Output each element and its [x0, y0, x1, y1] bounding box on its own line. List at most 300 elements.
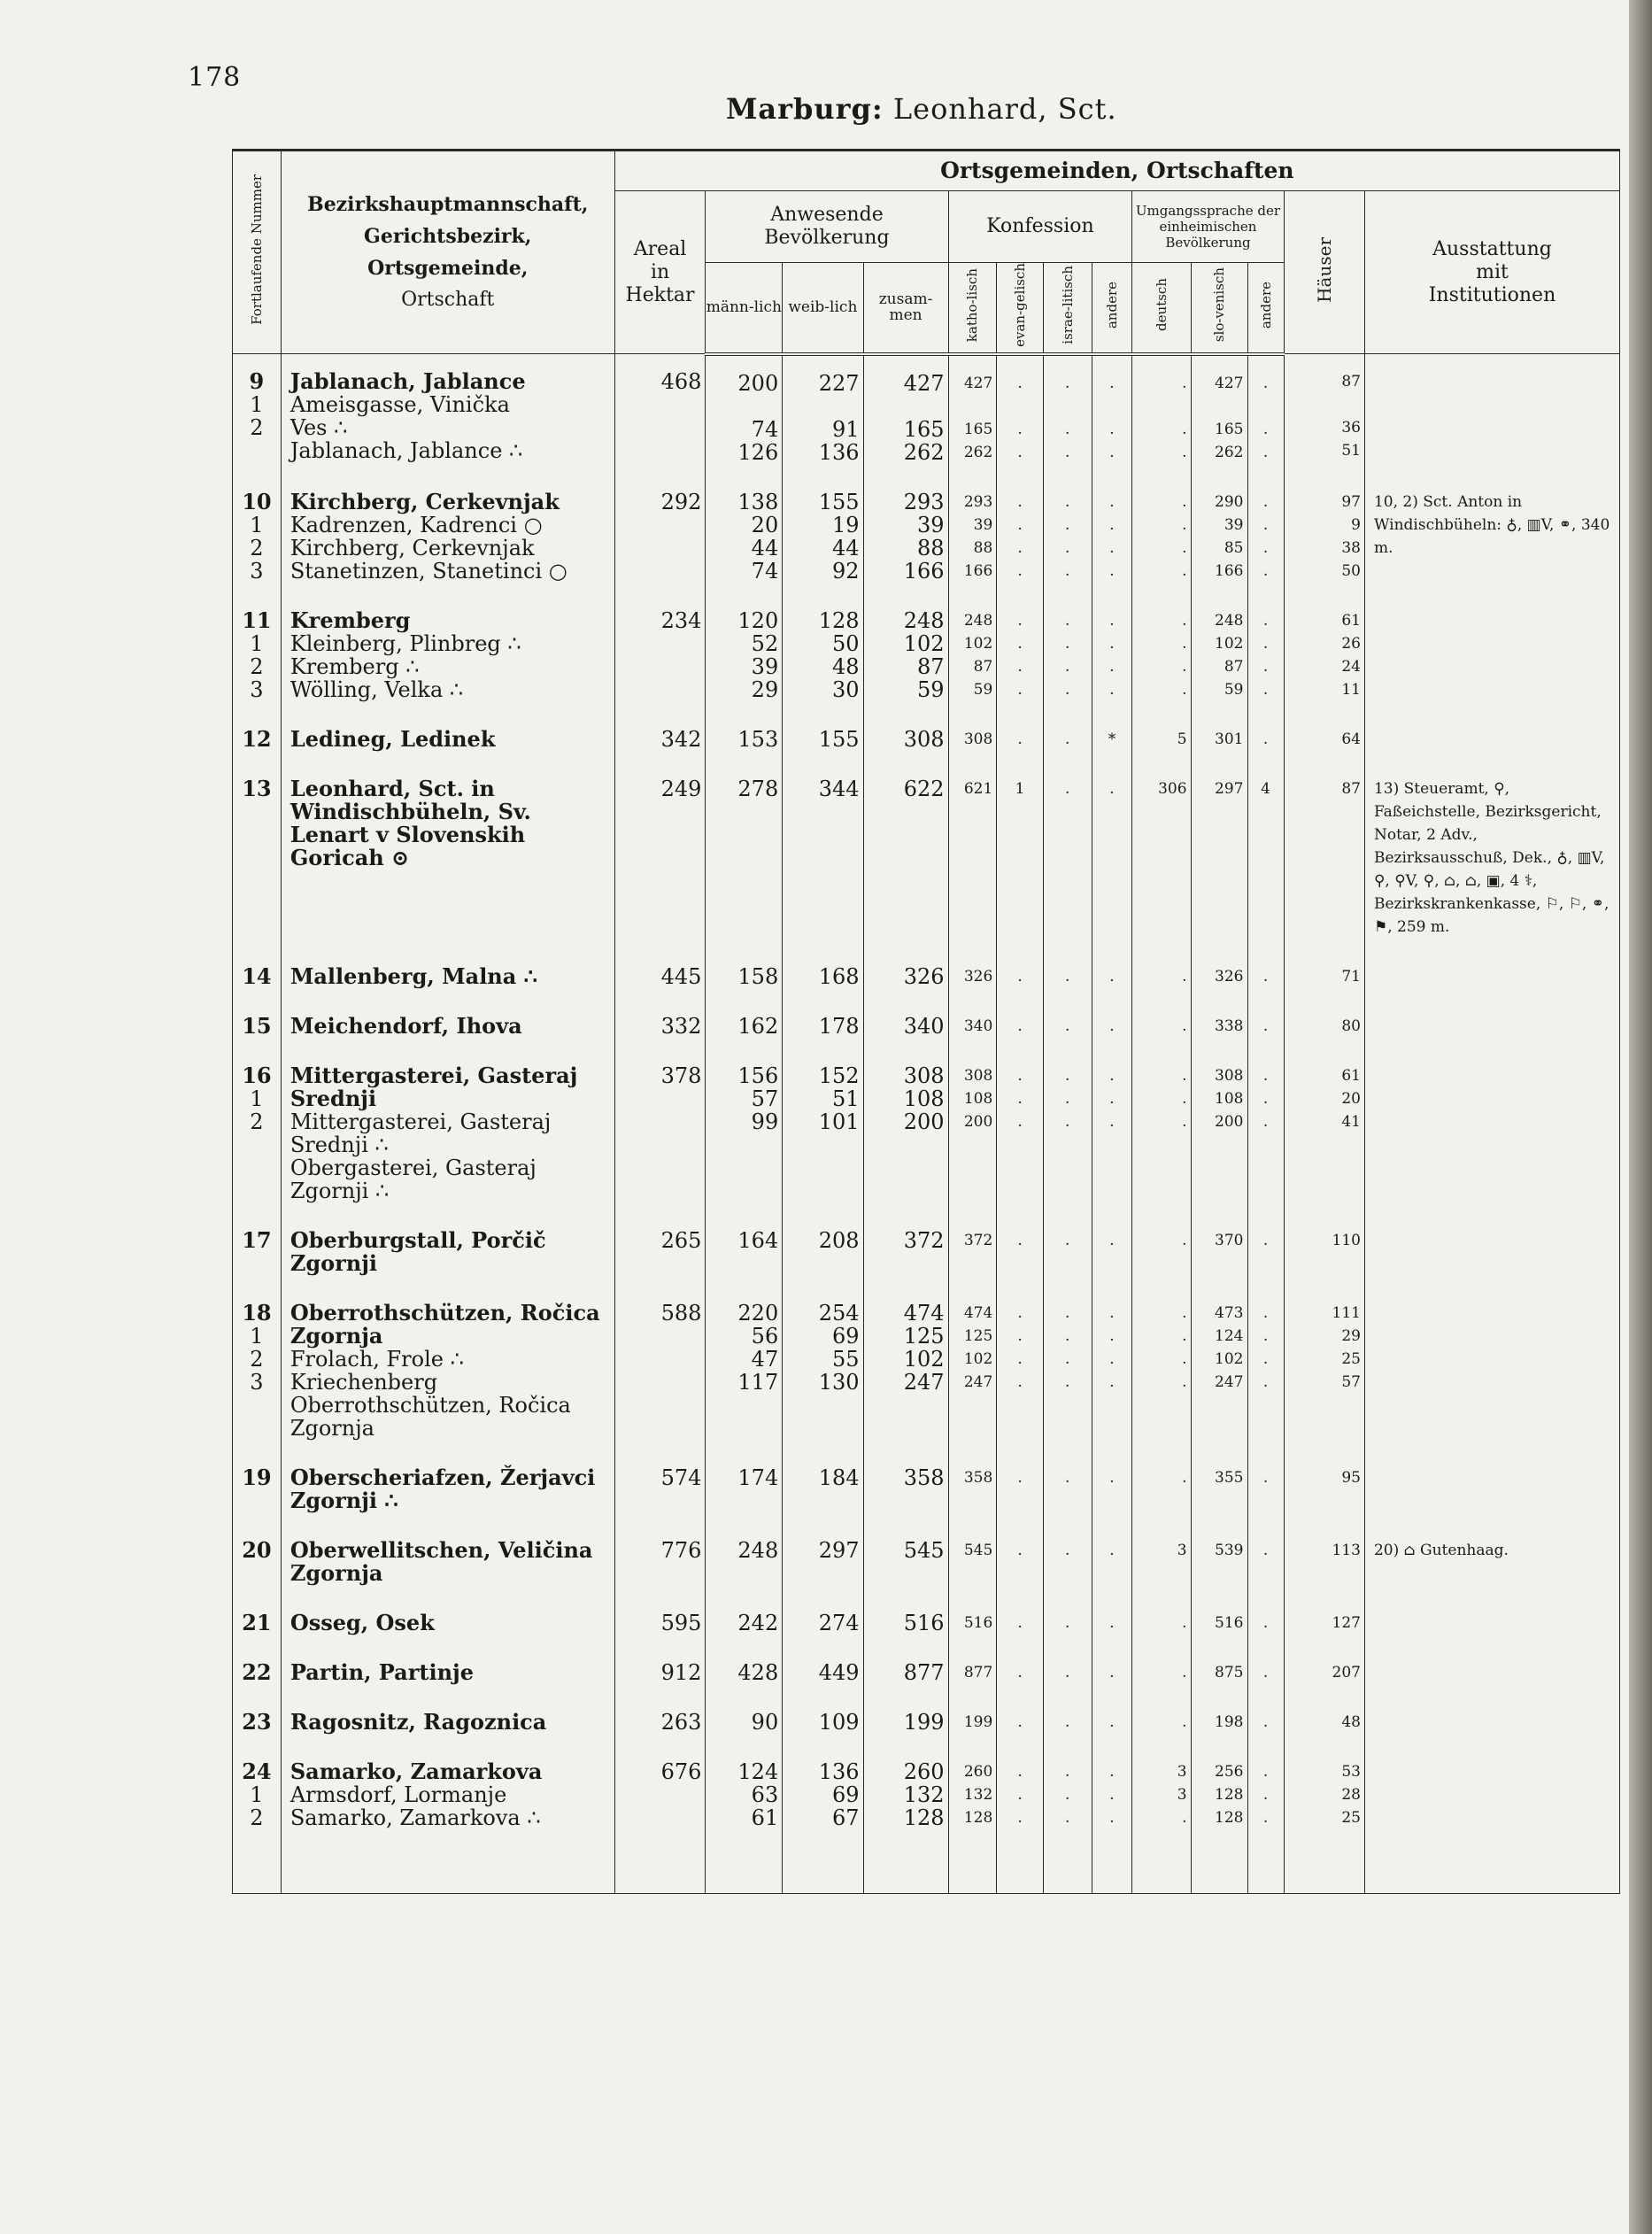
- header-place-name: Bezirkshauptmannschaft, Gerichtsbezirk, Ortsgemeinde, Ortschaft: [281, 151, 614, 354]
- isr-line: .: [1065, 1541, 1070, 1559]
- slo-line: 262: [1215, 443, 1244, 461]
- table-row: [233, 1286, 1620, 1450]
- cell-olang: [1247, 1744, 1284, 1840]
- names-line: Ragosnitz, Ragoznica: [289, 1708, 547, 1735]
- cell-houses: [1284, 1645, 1364, 1695]
- cell-area: [614, 1744, 706, 1840]
- ger-line: .: [1182, 611, 1187, 630]
- cell-inst: [1364, 1450, 1619, 1523]
- ger-line: .: [1182, 374, 1187, 392]
- slo-line: 473: [1215, 1303, 1244, 1322]
- oconf-line: .: [1109, 1541, 1115, 1559]
- male-line: 126: [737, 439, 779, 465]
- cell-female: [783, 999, 863, 1048]
- cell-evan: [997, 1048, 1044, 1213]
- cell-houses: [1284, 761, 1364, 949]
- slo-line: 308: [1215, 1066, 1244, 1085]
- cell-male: [706, 354, 783, 475]
- table-row: [233, 1523, 1620, 1596]
- total-line: 87: [916, 653, 945, 679]
- header-israelite: israe-litisch: [1043, 263, 1092, 354]
- total-line: 165: [903, 416, 945, 442]
- female-line: 51: [832, 1086, 860, 1111]
- names-line: Oberwellitschen, Veličina Zgornja: [289, 1536, 593, 1586]
- cell-cath: [948, 1596, 997, 1645]
- evan-line: .: [1017, 561, 1023, 580]
- slo-line: 338: [1215, 1017, 1244, 1035]
- ger-line: .: [1182, 538, 1187, 557]
- ger-line: .: [1182, 561, 1187, 580]
- female-line: 69: [832, 1323, 860, 1349]
- ger-line: .: [1182, 492, 1187, 511]
- cell-evan: [997, 354, 1044, 475]
- area-value: 342: [660, 726, 702, 752]
- cell-houses: [1284, 475, 1364, 593]
- total-line: 877: [903, 1659, 945, 1685]
- oconf-line: [1092, 395, 1132, 418]
- evan-line: .: [1017, 680, 1023, 699]
- evan-line: .: [1017, 443, 1023, 461]
- isr-line: .: [1065, 1303, 1070, 1322]
- houses-line: 97: [1341, 492, 1361, 511]
- cell-oconf: [1092, 761, 1132, 949]
- cell-ger: [1132, 593, 1191, 712]
- isr-line: .: [1065, 967, 1070, 986]
- running-head-district: Marburg:: [726, 92, 884, 126]
- slo-line: 297: [1215, 779, 1244, 798]
- cell-total: [863, 1523, 948, 1596]
- names-line: Kleinberg, Plinbreg ∴: [289, 630, 521, 656]
- female-line: 92: [832, 558, 860, 584]
- ger-line: 5: [1177, 730, 1187, 748]
- nums-line: 2: [250, 653, 264, 679]
- cell-cath: [948, 1523, 997, 1596]
- names-line: Kremberg ∴: [289, 653, 420, 679]
- evan-line: .: [1017, 538, 1023, 557]
- cell-oconf: [1092, 1744, 1132, 1840]
- cell-inst: [1364, 1048, 1619, 1213]
- cell-houses: [1284, 1744, 1364, 1840]
- female-line: 208: [818, 1227, 860, 1253]
- names-line: Kadrenzen, Kadrenci ○: [289, 512, 543, 537]
- male-line: 200: [737, 370, 779, 396]
- cell-female: [783, 1645, 863, 1695]
- empty-cell: [1043, 1840, 1092, 1894]
- olang-line: .: [1262, 730, 1269, 748]
- slo-line: 370: [1215, 1231, 1244, 1249]
- cell-area: [614, 1450, 706, 1523]
- cell-nums: [233, 1213, 282, 1286]
- cell-nums: [233, 1523, 282, 1596]
- cell-houses: [1284, 999, 1364, 1048]
- cell-female: [783, 1450, 863, 1523]
- female-line: 274: [818, 1610, 860, 1635]
- empty-cell: [1364, 1840, 1619, 1894]
- header-houses: Häuser: [1284, 191, 1364, 354]
- cell-names: [281, 1048, 614, 1213]
- nums-line: 3: [250, 558, 264, 584]
- slo-line: 39: [1224, 515, 1244, 534]
- male-line: 56: [751, 1323, 779, 1349]
- total-line: 132: [903, 1782, 945, 1807]
- cell-female: [783, 1048, 863, 1213]
- cell-names: [281, 949, 614, 999]
- nums-line: 24: [242, 1758, 272, 1784]
- cell-female: [783, 354, 863, 475]
- names-line: Ves ∴: [289, 415, 348, 441]
- oconf-line: .: [1109, 1762, 1115, 1781]
- oconf-line: .: [1109, 515, 1115, 534]
- cell-inst: [1364, 999, 1619, 1048]
- total-line: 247: [903, 1369, 945, 1395]
- slo-line: 108: [1215, 1089, 1244, 1108]
- empty-cell: [1132, 1840, 1191, 1894]
- cell-ger: [1132, 761, 1191, 949]
- slo-line: 124: [1215, 1326, 1244, 1345]
- isr-line: .: [1065, 492, 1070, 511]
- cell-area: [614, 1523, 706, 1596]
- header-serial: Fortlaufende Nummer: [233, 151, 282, 354]
- nums-line: 11: [242, 607, 272, 633]
- names-line: Kremberg: [289, 607, 411, 633]
- oconf-line: .: [1109, 1017, 1115, 1035]
- slo-line: 290: [1215, 492, 1244, 511]
- cell-nums: [233, 712, 282, 761]
- isr-line: .: [1065, 657, 1070, 676]
- header-group-population: Anwesende Bevölkerung: [706, 191, 948, 263]
- cell-male: [706, 1596, 783, 1645]
- cell-nums: [233, 475, 282, 593]
- olang-line: .: [1262, 611, 1269, 630]
- cath-line: [949, 395, 993, 418]
- olang-line: .: [1262, 443, 1269, 461]
- evan-line: .: [1017, 1303, 1023, 1322]
- cell-names: [281, 1213, 614, 1286]
- female-line: 19: [832, 512, 860, 537]
- header-area: Areal in Hektar: [614, 191, 706, 354]
- cell-male: [706, 1450, 783, 1523]
- inst-value: 20) ⌂ Gutenhaag.: [1373, 1541, 1509, 1559]
- female-line: 91: [832, 416, 860, 442]
- cell-nums: [233, 1695, 282, 1744]
- evan-line: .: [1017, 1112, 1023, 1131]
- female-line: 155: [818, 489, 860, 514]
- evan-line: .: [1017, 1349, 1023, 1368]
- male-line: 220: [737, 1300, 779, 1326]
- cell-total: [863, 761, 948, 949]
- cell-total: [863, 949, 948, 999]
- cell-total: [863, 1450, 948, 1523]
- olang-line: .: [1262, 1762, 1269, 1781]
- oconf-line: .: [1109, 1372, 1115, 1391]
- nums-line: 2: [250, 535, 264, 560]
- isr-line: .: [1065, 1613, 1070, 1632]
- cell-slo: [1191, 1048, 1247, 1213]
- houses-line: 24: [1341, 657, 1361, 676]
- ger-line: .: [1182, 634, 1187, 653]
- olang-line: .: [1262, 1541, 1269, 1559]
- male-line: 74: [751, 558, 779, 584]
- isr-line: .: [1065, 374, 1070, 392]
- cell-houses: [1284, 1286, 1364, 1450]
- total-line: 358: [903, 1465, 945, 1490]
- total-line: 260: [903, 1759, 945, 1784]
- oconf-line: .: [1109, 1468, 1115, 1487]
- male-line: 117: [737, 1369, 779, 1395]
- cell-nums: [233, 1645, 282, 1695]
- male-line: 20: [751, 512, 779, 537]
- area-value: 574: [660, 1465, 702, 1490]
- houses-line: 80: [1341, 1017, 1361, 1035]
- total-line: 262: [903, 439, 945, 465]
- cell-inst: [1364, 1744, 1619, 1840]
- isr-line: .: [1065, 1349, 1070, 1368]
- oconf-line: .: [1109, 1613, 1115, 1632]
- total-line: 248: [903, 607, 945, 633]
- cell-total: [863, 1645, 948, 1695]
- names-line: Oberscheriafzen, Žerjavci Zgornji ∴: [289, 1464, 596, 1513]
- cell-names: [281, 1450, 614, 1523]
- cell-evan: [997, 1450, 1044, 1523]
- cell-male: [706, 1523, 783, 1596]
- names-line: Mittergasterei, Gasteraj Srednji ∴: [289, 1109, 552, 1157]
- empty-cell: [1284, 1840, 1364, 1894]
- cell-area: [614, 1213, 706, 1286]
- isr-line: .: [1065, 1372, 1070, 1391]
- names-line: Kriechenberg: [289, 1369, 438, 1395]
- nums-line: 23: [242, 1708, 272, 1735]
- olang-line: .: [1262, 1017, 1269, 1035]
- nums-line: 13: [242, 775, 272, 801]
- cell-houses: [1284, 593, 1364, 712]
- cath-line: 262: [963, 443, 993, 461]
- isr-line: .: [1065, 779, 1070, 798]
- nums-line: 10: [242, 488, 272, 514]
- cath-line: 308: [963, 1066, 993, 1085]
- cell-area: [614, 1596, 706, 1645]
- isr-line: .: [1065, 538, 1070, 557]
- names-line: Mittergasterei, Gasteraj Srednji: [289, 1062, 578, 1111]
- male-line: 52: [751, 630, 779, 656]
- cell-male: [706, 1645, 783, 1695]
- slo-line: 516: [1215, 1613, 1244, 1632]
- cell-isr: [1043, 475, 1092, 593]
- cell-names: [281, 593, 614, 712]
- isr-line: .: [1065, 1808, 1070, 1827]
- cell-isr: [1043, 1523, 1092, 1596]
- inst-value: 13) Steueramt, ⚲, Faßeichstelle, Bezirksgericht, Notar, 2 Adv., Bezirksausschuß, Dek., ♁, ▥V, ⚲, ⚲V, ⚲, ⌂, ⌂, ▣, 4 ⚕, Bezirkskrankenkasse, ⚐, ⚐, ⚭, ⚑, 259 m.: [1373, 779, 1610, 936]
- houses-line: 61: [1341, 611, 1361, 630]
- evan-line: 1: [1015, 779, 1025, 798]
- cell-male: [706, 593, 783, 712]
- female-line: 69: [832, 1782, 860, 1807]
- isr-line: .: [1065, 1089, 1070, 1108]
- male-line: 44: [751, 535, 779, 560]
- cath-line: 545: [963, 1541, 993, 1559]
- cell-olang: [1247, 712, 1284, 761]
- slo-line: 247: [1215, 1372, 1244, 1391]
- cell-total: [863, 1213, 948, 1286]
- cell-olang: [1247, 1450, 1284, 1523]
- isr-line: .: [1065, 515, 1070, 534]
- header-evangelical: evan-gelisch: [997, 263, 1044, 354]
- names-line: Oberburgstall, Porčič Zgornji: [289, 1226, 546, 1276]
- ger-line: .: [1182, 1613, 1187, 1632]
- cell-inst: [1364, 475, 1619, 593]
- cath-line: 102: [963, 1349, 993, 1368]
- nums-line: 1: [250, 392, 264, 418]
- cath-line: 427: [963, 374, 993, 392]
- houses-line: 26: [1341, 634, 1361, 653]
- olang-line: .: [1262, 1066, 1269, 1085]
- olang-line: .: [1262, 634, 1269, 653]
- cell-male: [706, 1695, 783, 1744]
- houses-line: 127: [1332, 1613, 1361, 1632]
- cell-isr: [1043, 1450, 1092, 1523]
- cell-total: [863, 354, 948, 475]
- houses-line: 87: [1341, 373, 1361, 391]
- cell-female: [783, 712, 863, 761]
- houses-line: 87: [1341, 779, 1361, 798]
- cell-female: [783, 593, 863, 712]
- cell-cath: [948, 712, 997, 761]
- cell-houses: [1284, 1048, 1364, 1213]
- female-line: 136: [818, 1759, 860, 1784]
- olang-line: .: [1262, 1712, 1269, 1731]
- page-number: 178: [188, 62, 242, 93]
- cell-area: [614, 1286, 706, 1450]
- male-line: 39: [751, 653, 779, 679]
- female-line: 136: [818, 439, 860, 465]
- evan-line: .: [1017, 1712, 1023, 1731]
- oconf-line: .: [1109, 561, 1115, 580]
- male-line: 99: [751, 1109, 779, 1134]
- census-table: [232, 149, 1620, 1894]
- total-line: [864, 395, 945, 418]
- male-line: 156: [737, 1063, 779, 1088]
- table-row: [233, 949, 1620, 999]
- empty-cell: [281, 1840, 614, 1894]
- header-total: zusam-men: [863, 263, 948, 354]
- ger-line: .: [1182, 443, 1187, 461]
- cell-ger: [1132, 1286, 1191, 1450]
- total-line: 326: [903, 963, 945, 989]
- cath-line: 87: [973, 657, 993, 676]
- cath-line: 199: [963, 1712, 993, 1731]
- header-group-language: Umgangssprache der einheimischen Bevölkerung: [1132, 191, 1284, 263]
- olang-line: .: [1262, 420, 1269, 438]
- cell-total: [863, 475, 948, 593]
- cell-evan: [997, 1286, 1044, 1450]
- slo-line: 326: [1215, 967, 1244, 986]
- area-value: 468: [660, 369, 702, 395]
- oconf-line: *: [1108, 730, 1116, 748]
- area-value: 265: [660, 1227, 702, 1253]
- cell-cath: [948, 1286, 997, 1450]
- cell-evan: [997, 593, 1044, 712]
- olang-line: .: [1262, 1663, 1269, 1681]
- female-line: 178: [818, 1013, 860, 1039]
- total-line: 622: [903, 776, 945, 801]
- nums-line: 1: [250, 1086, 264, 1111]
- ger-line: [1132, 395, 1186, 418]
- area-value: 588: [660, 1300, 702, 1326]
- houses-line: 110: [1332, 1231, 1361, 1249]
- table-row: [233, 1213, 1620, 1286]
- cell-houses: [1284, 1596, 1364, 1645]
- cell-oconf: [1092, 1450, 1132, 1523]
- table-row: [233, 1450, 1620, 1523]
- cell-slo: [1191, 1523, 1247, 1596]
- total-line: 427: [903, 370, 945, 396]
- cell-olang: [1247, 761, 1284, 949]
- male-line: 74: [751, 416, 779, 442]
- cell-oconf: [1092, 949, 1132, 999]
- olang-line: .: [1262, 967, 1269, 986]
- ger-line: .: [1182, 1066, 1187, 1085]
- names-line: Samarko, Zamarkova ∴: [289, 1805, 541, 1830]
- area-value: 332: [660, 1013, 702, 1039]
- olang-line: .: [1262, 492, 1269, 511]
- cell-cath: [948, 1048, 997, 1213]
- cell-area: [614, 949, 706, 999]
- slo-line: 128: [1215, 1785, 1244, 1804]
- total-line: 308: [903, 726, 945, 752]
- nums-line: 22: [242, 1658, 272, 1685]
- evan-line: .: [1017, 1468, 1023, 1487]
- female-line: 130: [818, 1369, 860, 1395]
- cell-olang: [1247, 1695, 1284, 1744]
- cath-line: 474: [963, 1303, 993, 1322]
- oconf-line: .: [1109, 680, 1115, 699]
- cell-evan: [997, 761, 1044, 949]
- header-male: männ-lich: [706, 263, 783, 354]
- cell-oconf: [1092, 1213, 1132, 1286]
- area-value: 595: [660, 1610, 702, 1635]
- cell-ger: [1132, 475, 1191, 593]
- houses-line: 20: [1341, 1089, 1361, 1108]
- slo-line: 427: [1215, 374, 1244, 392]
- header-catholic: katho-lisch: [948, 263, 997, 354]
- cell-slo: [1191, 1645, 1247, 1695]
- names-line: Obergasterei, Gasteraj Zgornji ∴: [289, 1155, 537, 1203]
- houses-line: 50: [1341, 561, 1361, 580]
- cell-female: [783, 949, 863, 999]
- cell-inst: [1364, 1523, 1619, 1596]
- cell-cath: [948, 475, 997, 593]
- cell-slo: [1191, 1744, 1247, 1840]
- isr-line: .: [1065, 1712, 1070, 1731]
- cell-houses: [1284, 1523, 1364, 1596]
- oconf-line: .: [1109, 1066, 1115, 1085]
- cell-female: [783, 1286, 863, 1450]
- cell-evan: [997, 712, 1044, 761]
- total-line: 293: [903, 489, 945, 514]
- evan-line: .: [1017, 515, 1023, 534]
- oconf-line: .: [1109, 779, 1115, 798]
- total-line: 340: [903, 1013, 945, 1039]
- slo-line: 355: [1215, 1468, 1244, 1487]
- oconf-line: .: [1109, 443, 1115, 461]
- olang-line: [1248, 395, 1284, 418]
- cell-isr: [1043, 712, 1092, 761]
- names-line: Partin, Partinje: [289, 1658, 474, 1685]
- cell-oconf: [1092, 999, 1132, 1048]
- cell-nums: [233, 761, 282, 949]
- cell-olang: [1247, 999, 1284, 1048]
- names-line: Ledineg, Ledinek: [289, 725, 496, 752]
- female-line: 67: [832, 1805, 860, 1830]
